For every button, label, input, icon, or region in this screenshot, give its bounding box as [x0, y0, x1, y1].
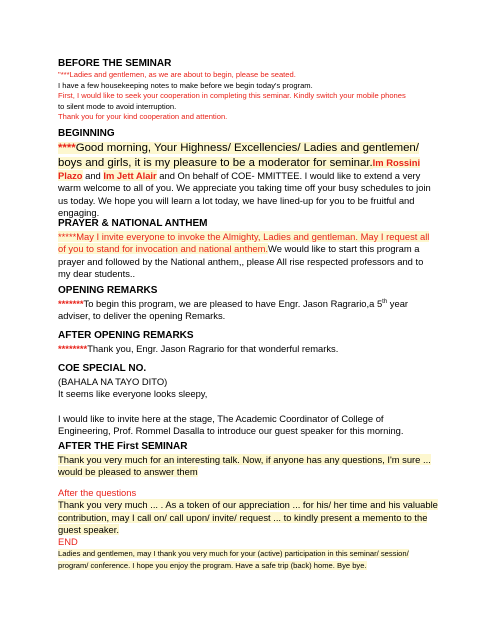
section-after-first-seminar — [58, 441, 438, 479]
beginning-greeting: Good morning, Your Highness/ Excellencies/ Ladies and gentlemen/ boys and girls, it is my pleasure to be a moderator for seminar. — [58, 142, 419, 169]
after-first-text: Thank you very much for an interesting talk. Now, if anyone has any questions, I'm sure ... would be pleased to answer them — [58, 454, 431, 478]
heading-prayer: PRAYER & NATIONAL ANTHEM — [58, 218, 208, 229]
opening-text-b: year adviser, to deliver the opening Remarks. — [58, 298, 409, 322]
section-opening-remarks — [58, 285, 438, 323]
after-questions-heading: After the questions — [58, 487, 137, 498]
opening-stars: ******* — [58, 298, 84, 309]
coe-paragraph: I would like to invite here at the stage, The Academic Coordinator of College of Engineering, Prof. Rommel Dasalla to introduce our guest speaker for this morning. — [58, 412, 404, 436]
beginning-stars: **** — [58, 142, 76, 154]
before-line-2: I have a few housekeeping notes to make before we begin today's program. — [58, 80, 313, 90]
prayer-invocation: *****May I invite everyone to invoke the Almighty, Ladies and gentleman. May I request all of you to stand for invocation and national anthem. — [58, 231, 430, 255]
before-line-3: First, I would like to seek your cooperation in completing this seminar. Kindly switch your mobile phones — [58, 91, 406, 100]
opening-text-a: To begin this program, we are pleased to have Engr. Jason Ragrario,a 5 — [83, 298, 383, 309]
after-opening-paragraph — [58, 343, 438, 355]
end-marker: END — [58, 536, 78, 548]
beginning-and: and — [82, 170, 104, 181]
coe-line-2: It seems like everyone looks sleepy, — [58, 388, 208, 400]
heading-beginning: BEGINNING — [58, 128, 115, 139]
section-beginning — [58, 128, 438, 219]
before-line-1: "***Ladies and gentlemen, as we are about to begin, please be seated. — [58, 70, 296, 79]
heading-coe-special: COE SPECIAL NO. — [58, 363, 147, 374]
before-line-4: to silent mode to avoid interruption. — [58, 101, 177, 111]
section-after-opening — [58, 330, 438, 355]
beginning-welcome: and On behalf of COE- MMITTEE. I would like to extend a very warm welcome to all of you. We appreciate you taking time off your busy schedules to join us today. We hope you will learn a lot today, we have lined-up for you to be fruitful and engaging. — [58, 170, 431, 218]
opening-sup: th — [382, 298, 388, 305]
opening-paragraph — [58, 298, 438, 323]
section-before-seminar — [58, 58, 438, 123]
closing-text: Ladies and gentlemen, may I thank you very much for your (active) participation in this seminar/ session/ program/ conference. I hope you enjoy the program. Have a safe trip (back) home. Bye bye. — [58, 549, 409, 570]
section-prayer — [58, 218, 438, 280]
questions-text: Thank you very much ... . As a token of our appreciation ... for his/ her time and his valuable contribution, may I call on/ call upon/ invite/ request ... to kindly present a memento to the guest speaker. — [58, 499, 438, 535]
heading-before-seminar: BEFORE THE SEMINAR — [58, 58, 172, 69]
closing-paragraph — [58, 548, 438, 570]
after-opening-stars: ******** — [58, 343, 88, 354]
questions-paragraph — [58, 499, 438, 536]
prayer-rest: We would like to start this program a prayer and followed by the National anthem,, please All rise respected professors and to my dear students.. — [58, 243, 424, 279]
section-after-questions — [58, 487, 438, 571]
beginning-paragraph — [58, 141, 438, 219]
prayer-paragraph — [58, 231, 438, 280]
heading-after-opening: AFTER OPENING REMARKS — [58, 330, 194, 341]
before-line-5: Thank you for your kind cooperation and attention. — [58, 112, 228, 121]
heading-opening-remarks: OPENING REMARKS — [58, 285, 158, 296]
moderator-name-2: Im Jett Alair — [103, 170, 157, 181]
section-coe-special — [58, 363, 438, 437]
coe-line-1: (BAHALA NA TAYO DITO) — [58, 376, 168, 387]
after-opening-text: Thank you, Engr. Jason Ragrario for that wonderful remarks. — [87, 343, 339, 354]
moderator-name-1: Im Rossini Plazo — [58, 156, 421, 181]
heading-after-first-seminar: AFTER THE First SEMINAR — [58, 441, 188, 452]
after-first-paragraph — [58, 454, 438, 479]
